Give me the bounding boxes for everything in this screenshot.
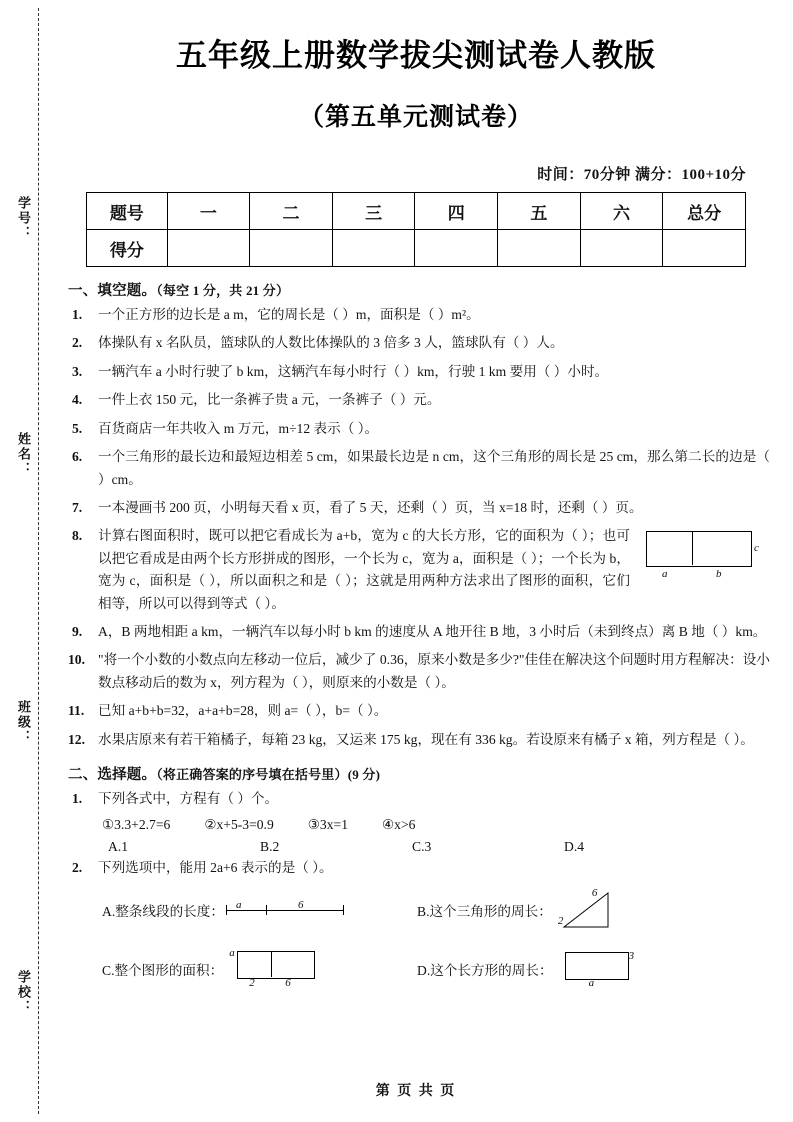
score-table-col-2: 二	[250, 193, 333, 230]
section2-note: （将正确答案的序号填在括号里）(9 分)	[156, 767, 381, 783]
question-6-number: 6.	[72, 449, 83, 465]
score-table-col-4: 四	[415, 193, 498, 230]
score-table-col-5: 五	[498, 193, 581, 230]
section1-title: 一、填空题。	[68, 283, 157, 299]
option-b-label: B.这个三角形的周长：	[417, 904, 552, 920]
question-3-number: 3.	[72, 363, 83, 379]
score-cell-3[interactable]	[332, 230, 415, 267]
question-7-number: 7.	[72, 499, 83, 515]
left-margin	[0, 0, 58, 1122]
segment-tick-left	[226, 905, 227, 915]
field-label-class: 班级：	[16, 700, 31, 745]
exam-meta: 时间：70分钟 满分：100+10分	[537, 167, 746, 183]
rectangle-shape-d	[565, 952, 629, 980]
triangle-figure	[556, 889, 626, 931]
table-row-header	[87, 193, 746, 230]
rect-d-label-a: a	[588, 977, 595, 990]
section-heading-fill-in	[68, 279, 770, 300]
question-7-text: 一本漫画书 200 页，小明每天看 x 页，看了 5 天，还剩（ ）页，当 x=18 时，还剩（ ）页。	[98, 499, 643, 515]
rect-label-2: 2	[249, 977, 255, 990]
question-2-text: 体操队有 x 名队员，篮球队的人数比体操队的 3 倍多 3 人，篮球队有（ ）人。	[98, 335, 564, 351]
choice-question-2	[72, 857, 770, 879]
expression-1: ①3.3+2.7=6	[102, 816, 171, 832]
triangle-label-6: 6	[591, 887, 598, 900]
rect-label-6: 6	[285, 977, 291, 990]
field-label-school: 学校：	[16, 970, 31, 1015]
score-table-col-3: 三	[332, 193, 415, 230]
figure-label-c: c	[754, 542, 759, 555]
rectangle-figure-d	[557, 948, 657, 990]
page-subtitle: （第五单元测试卷）	[298, 102, 533, 131]
divider-line	[692, 531, 693, 565]
score-cell-5[interactable]	[498, 230, 581, 267]
question-6-text: 一个三角形的最长边和最短边相差 5 cm，如果最长边是 n cm，这个三角形的周长是 25 cm，那么第二长的边是（ ）cm。	[98, 449, 770, 487]
segment-line	[226, 910, 344, 911]
segment-label-a: a	[235, 899, 242, 912]
exam-page	[62, 0, 770, 1122]
segment-tick-mid	[266, 905, 267, 915]
expression-2: ②x+5-3=0.9	[204, 816, 274, 832]
rect-d-label-3: 3	[628, 950, 635, 963]
divider-line-c	[271, 951, 272, 977]
question-4-text: 一件上衣 150 元，比一条裤子贵 a 元，一条裤子（ ）元。	[98, 392, 441, 408]
line-segment-figure	[226, 899, 346, 921]
choice-question-2-number: 2.	[72, 859, 83, 875]
score-cell-4[interactable]	[415, 230, 498, 267]
option-c[interactable]: C.3	[412, 838, 432, 854]
score-table-col-6: 六	[580, 193, 663, 230]
question-5	[72, 418, 770, 440]
question-11-text: 已知 a+b+b=32，a+a+b=28，则 a=（ ），b=（ ）。	[98, 703, 388, 719]
section2-title: 二、选择题。	[68, 767, 157, 784]
option-c-label: C.整个图形的面积：	[102, 963, 224, 979]
option-d-label: D.这个长方形的周长：	[417, 963, 553, 979]
score-table-row-label: 题号	[87, 193, 168, 230]
question-11-number: 11.	[68, 703, 85, 719]
option-row-2	[102, 947, 732, 991]
triangle-shape	[556, 889, 626, 931]
triangle-label-2: 2	[557, 915, 564, 928]
option-a-cell[interactable]	[102, 899, 417, 921]
question-6	[72, 446, 770, 491]
question-9-number: 9.	[72, 624, 83, 640]
choice-question-1-number: 1.	[72, 791, 83, 807]
question-1	[72, 304, 770, 326]
question-2	[72, 332, 770, 354]
segment-tick-right	[343, 905, 344, 915]
option-row-1	[102, 889, 732, 931]
option-c-cell[interactable]	[102, 947, 417, 991]
score-table-row-label-score: 得分	[87, 230, 168, 267]
expression-4: ④x>6	[382, 816, 416, 832]
question-8-text: 计算右图面积时，既可以把它看成长为 a+b，宽为 c 的大长方形，它的面积为（ ）；也可以把它看成是由两个长方形拼成的图形，一个长为 c，宽为 a，面积是（ ）；一个长为 b，宽为 c，面积是（ ），所以面积之和是（ ）；这就是用两种方法求出了图形的面积，它们相等，所以可以得到等式（ ）。	[98, 528, 630, 611]
choice-question-1	[72, 788, 770, 810]
field-label-student-id: 学号：	[16, 196, 31, 241]
section1-questions	[62, 304, 770, 751]
question-11	[68, 700, 770, 722]
choice-question-1-options	[108, 839, 770, 855]
option-a-label: A.整条线段的长度：	[102, 904, 224, 920]
question-9	[72, 621, 770, 643]
score-table-col-total: 总分	[663, 193, 746, 230]
question-1-text: 一个正方形的边长是 a m，它的周长是（ ）m，面积是（ ）m²。	[98, 307, 480, 322]
field-label-name: 姓名：	[16, 432, 31, 477]
choice-question-1-text: 下列各式中，方程有（ ）个。	[98, 791, 279, 807]
expression-3: ③3x=1	[307, 816, 348, 832]
question-12	[68, 729, 770, 751]
question-5-text: 百货商店一年共收入 m 万元，m÷12 表示（ ）。	[98, 420, 379, 436]
score-cell-total[interactable]	[663, 230, 746, 267]
dashed-fold-line	[38, 8, 39, 1114]
score-cell-2[interactable]	[250, 230, 333, 267]
option-b-cell[interactable]	[417, 889, 732, 931]
option-d[interactable]: D.4	[564, 838, 585, 854]
choice-question-2-text: 下列选项中，能用 2a+6 表示的是（ ）。	[98, 859, 333, 875]
option-b[interactable]: B.2	[260, 838, 280, 854]
rectangle-shape-c	[237, 951, 315, 979]
composite-rectangle-figure	[227, 947, 337, 991]
choice-question-2-options	[102, 889, 732, 991]
choice-question-1-expressions	[102, 817, 770, 833]
question-12-number: 12.	[68, 731, 85, 747]
score-cell-1[interactable]	[167, 230, 250, 267]
option-a[interactable]: A.1	[108, 838, 129, 854]
question-9-text: A，B 两地相距 a km，一辆汽车以每小时 b km 的速度从 A 地开往 B 地，3 小时后（未到终点）离 B 地（ ）km。	[98, 624, 767, 640]
page-title: 五年级上册数学拔尖测试卷人教版	[176, 38, 656, 74]
score-cell-6[interactable]	[580, 230, 663, 267]
question-10-text: "将一个小数的小数点向左移动一位后，减少了 0.36，原来小数是多少?"佳佳在解决这个问题时用方程解决：设小数点移动后的数为 x，列方程为（ ），则原来的小数是（ ）。	[98, 652, 770, 690]
section1-note: （每空 1 分，共 21 分）	[156, 283, 290, 298]
page-footer: 第 页 共 页	[375, 1084, 457, 1099]
figure-label-b: b	[716, 568, 722, 581]
table-row-score	[87, 230, 746, 267]
score-table-col-1: 一	[167, 193, 250, 230]
question-3	[72, 361, 770, 383]
section-heading-multiple-choice	[68, 763, 770, 784]
rect-label-a: a	[229, 947, 235, 960]
question-1-number: 1.	[72, 307, 83, 322]
question-5-number: 5.	[72, 420, 83, 436]
option-d-cell[interactable]	[417, 948, 732, 990]
score-table	[86, 192, 746, 267]
segment-label-6: 6	[297, 899, 304, 912]
question-3-text: 一辆汽车 a 小时行驶了 b km，这辆汽车每小时行（ ）km，行驶 1 km 要用（ ）小时。	[98, 363, 609, 379]
question-8	[72, 525, 770, 615]
question-10	[68, 649, 770, 694]
question-2-number: 2.	[72, 335, 83, 351]
question-8-figure	[640, 527, 770, 579]
question-7	[72, 497, 770, 519]
question-12-text: 水果店原来有若干箱橘子，每箱 23 kg，又运来 175 kg，现在有 336 kg。若设原来有橘子 x 箱，列方程是（ ）。	[98, 731, 754, 747]
figure-label-a: a	[662, 568, 668, 581]
question-4	[72, 389, 770, 411]
question-8-number: 8.	[72, 528, 83, 544]
question-4-number: 4.	[72, 392, 83, 408]
question-10-number: 10.	[68, 652, 85, 668]
rectangle-shape	[646, 531, 752, 567]
